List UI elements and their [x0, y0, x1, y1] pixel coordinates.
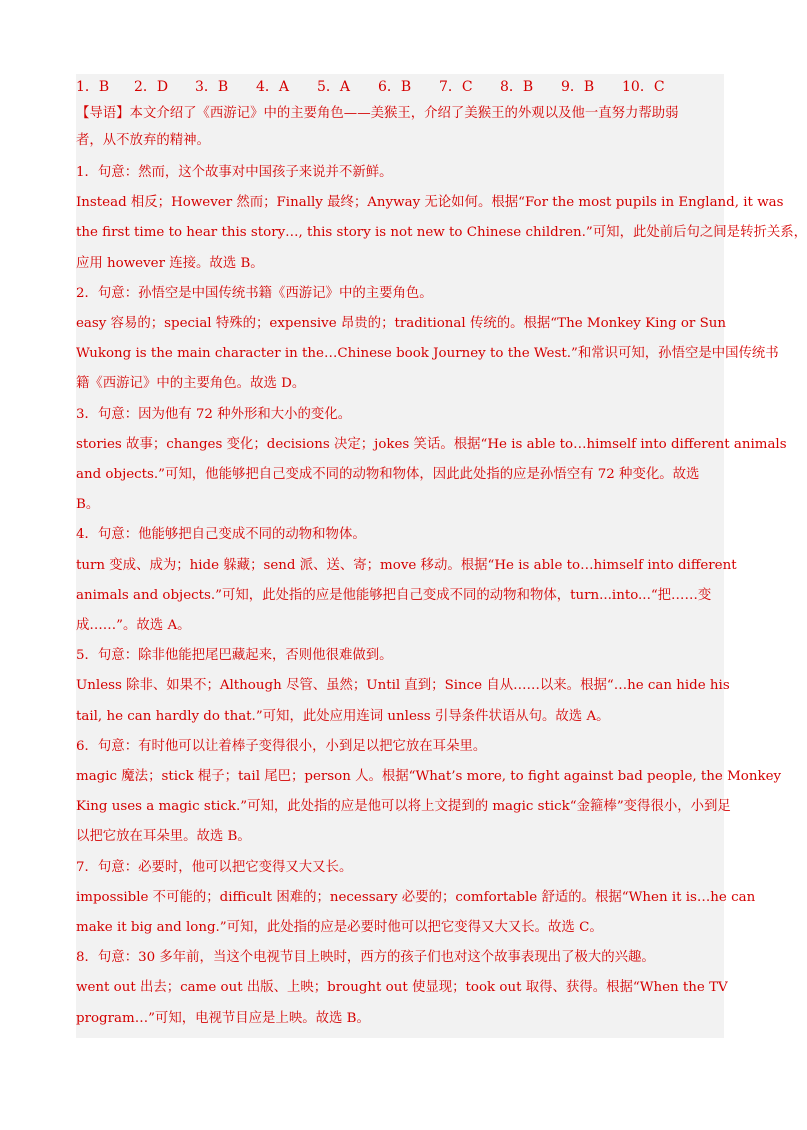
q5-explain-2: tail, he can hardly do that.”可知，此处应用连词 unless 引导条件状语从句。故选 A。 — [76, 708, 610, 724]
answer-7: 7．C — [439, 79, 473, 95]
answer-3: 3．B — [195, 79, 229, 95]
answer-4: 4．A — [256, 79, 290, 95]
answer-1: 1．B — [76, 79, 110, 95]
answer-10: 10．C — [622, 79, 665, 95]
q7-explain-2: make it big and long.”可知，此处指的应是必要时他可以把它变得又大又长。故选 C。 — [76, 920, 603, 936]
answer-5: 5．A — [317, 79, 351, 95]
q1-explain-2: the first time to hear this story…, this story is not new to Chinese children.”可知，此处前后句之间是转折关系， — [76, 225, 807, 241]
q2-explain-1: easy 容易的；special 特殊的；expensive 昂贵的；traditional 传统的。根据“The Monkey King or Sun — [76, 316, 727, 332]
q2-explain-2: Wukong is the main character in the…Chinese book Journey to the West.”和常识可知，孙悟空是中国传统书 — [76, 346, 779, 362]
q2-meaning: 2．句意：孙悟空是中国传统书籍《西游记》中的主要角色。 — [76, 285, 433, 301]
q5-meaning: 5．句意：除非他能把尾巴藏起来，否则他很难做到。 — [76, 648, 393, 664]
document-page — [76, 74, 807, 1038]
q4-meaning: 4．句意：他能够把自己变成不同的动物和物体。 — [76, 527, 366, 543]
q4-explain-3: 成……”。故选 A。 — [76, 618, 191, 634]
q3-explain-2: and objects.”可知，他能够把自己变成不同的动物和物体，因此此处指的应是孙悟空有 72 种变化。故选 — [76, 467, 700, 483]
q1-meaning: 1．句意：然而，这个故事对中国孩子来说并不新鲜。 — [76, 165, 393, 180]
answer-key-row — [76, 74, 724, 100]
answer-6: 6．B — [378, 79, 412, 95]
q8-explain-2: program…”可知，电视节目应是上映。故选 B。 — [76, 1010, 370, 1026]
q7-explain-1: impossible 不可能的；difficult 困难的；necessary 必要的；comfortable 舒适的。根据“When it is…he can — [76, 889, 756, 905]
q8-meaning: 8．句意：30 多年前，当这个电视节目上映时，西方的孩子们也对这个故事表现出了极大的兴趣。 — [76, 950, 655, 966]
q7-meaning: 7．句意：必要时，他可以把它变得又大又长。 — [76, 859, 353, 875]
q6-explain-1: magic 魔法；stick 棍子；tail 尾巴；person 人。根据“What’s more, to fight against bad people, the Monkey — [76, 769, 782, 785]
answer-2: 2．D — [134, 79, 169, 95]
q6-explain-2: King uses a magic stick.”可知，此处指的应是他可以将上文提到的 magic stick“金箍棒”变得很小，小到足 — [76, 799, 731, 815]
q5-explain-1: Unless 除非、如果不；Although 尽管、虽然；Until 直到；Since 自从……以来。根据“…he can hide his — [76, 678, 730, 694]
intro-line-2: 者，从不放弃的精神。 — [76, 133, 210, 148]
q6-explain-3: 以把它放在耳朵里。故选 B。 — [76, 829, 251, 845]
q3-meaning: 3．句意：因为他有 72 种外形和大小的变化。 — [76, 406, 352, 422]
q4-explain-1: turn 变成、成为；hide 躲藏；send 派、送、寄；move 移动。根据“He is able to…himself into different — [76, 557, 737, 573]
q3-explain-1: stories 故事；changes 变化；decisions 决定；jokes 笑话。根据“He is able to…himself into different animals — [76, 436, 787, 452]
q6-meaning: 6．句意：有时他可以让着棒子变得很小，小到足以把它放在耳朵里。 — [76, 738, 487, 754]
q8-explain-1: went out 出去；came out 出版、上映；brought out 使显现；took out 取得、获得。根据“When the TV — [76, 980, 728, 996]
q2-explain-3: 籍《西游记》中的主要角色。故选 D。 — [76, 376, 306, 392]
q4-explain-2: animals and objects.”可知，此处指的应是他能够把自己变成不同的动物和物体，turn...into...“把……变 — [76, 587, 712, 603]
intro-line-1: 【导语】本文介绍了《西游记》中的主要角色——美猴王，介绍了美猴王的外观以及他一直努力帮助弱 — [76, 106, 679, 121]
answer-9: 9．B — [561, 79, 595, 95]
q1-explain-3: 应用 however 连接。故选 B。 — [76, 255, 264, 271]
q1-explain-1: Instead 相反；However 然而；Finally 最终；Anyway 无论如何。根据“For the most pupils in England, it was — [76, 195, 784, 211]
answer-8: 8．B — [500, 79, 534, 95]
q3-explain-3: B。 — [76, 497, 100, 513]
